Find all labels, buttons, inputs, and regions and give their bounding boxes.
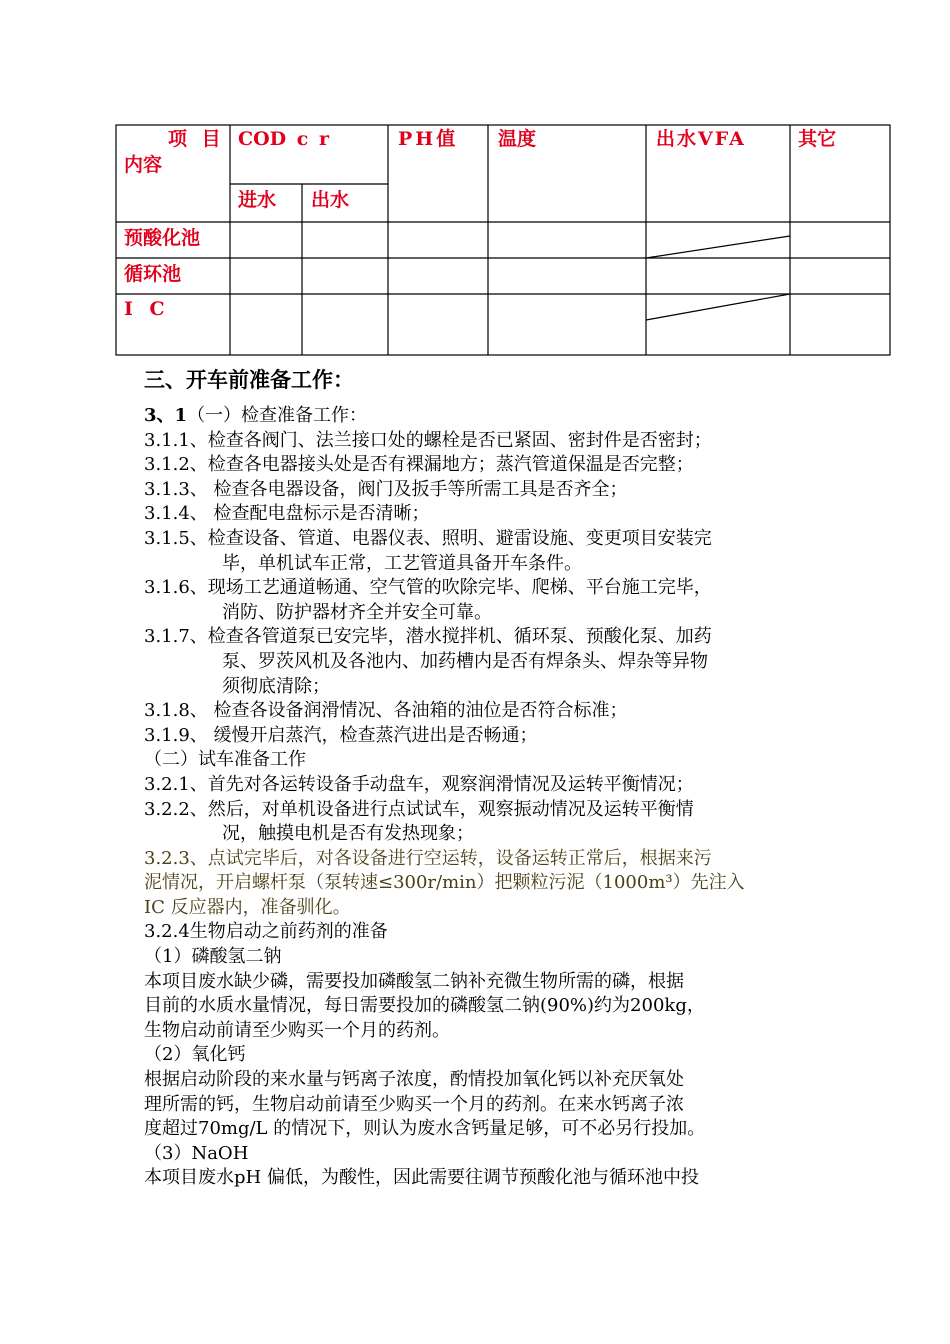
- row-label-2: 循环池: [124, 263, 182, 285]
- item-3-1-4: 3.1.4、 检查配电盘标示是否清晰；: [144, 503, 430, 525]
- header-label-1: 项 目: [168, 128, 225, 150]
- item-3-2-2-cont: 况，触摸电机是否有发热现象；: [222, 823, 474, 845]
- item-3-2-3-cont2: IC 反应器内，准备驯化。: [144, 896, 351, 918]
- vfa-slash-2: [646, 294, 790, 320]
- sub-in: 进水: [238, 189, 277, 211]
- document-body: [144, 364, 824, 1191]
- section-heading: 三、开车前准备工作：: [144, 367, 354, 392]
- reagent-2-text-a: 根据启动阶段的来水量与钙离子浓度，酌情投加氧化钙以补充厌氧处: [144, 1069, 684, 1091]
- reagent-3-text-a: 本项目废水pH 偏低，为酸性，因此需要往调节预酸化池与循环池中投: [144, 1167, 699, 1189]
- reagent-1-title: （1）磷酸氢二钠: [144, 946, 282, 968]
- reagent-1-text-a: 本项目废水缺少磷，需要投加磷酸氢二钠补充微生物所需的磷，根据: [144, 970, 684, 992]
- col-vfa: 出水VFA: [656, 128, 746, 150]
- sub-out: 出水: [311, 189, 350, 211]
- data-table: [0, 0, 950, 360]
- item-3-1-9: 3.1.9、 缓慢开启蒸汽，检查蒸汽进出是否畅通；: [144, 724, 538, 746]
- item-3-1-6-cont: 消防、防护器材齐全并安全可靠。: [222, 601, 492, 623]
- row-label-3: I C: [124, 298, 170, 320]
- item-3-1-5-cont: 毕，单机试车正常，工艺管道具备开车条件。: [222, 552, 582, 574]
- item-3-1-5: 3.1.5、检查设备、管道、电器仪表、照明、避雷设施、变更项目安装完: [144, 527, 712, 549]
- item-3-1-7-cont: 泵、罗茨风机及各池内、加药槽内是否有焊条头、焊杂等异物: [222, 650, 708, 672]
- subsection-1-number: 3、1: [144, 405, 188, 426]
- row-label-1: 预酸化池: [124, 227, 201, 249]
- item-3-1-2: 3.1.2、检查各电器接头处是否有裸漏地方；蒸汽管道保温是否完整；: [144, 454, 694, 476]
- col-ph: PH值: [398, 128, 459, 150]
- item-3-1-3: 3.1.3、 检查各电器设备，阀门及扳手等所需工具是否齐全；: [144, 478, 628, 500]
- item-3-1-1: 3.1.1、检查各阀门、法兰接口处的螺栓是否已紧固、密封件是否密封；: [144, 429, 712, 451]
- reagent-1-text-b: 目前的水质水量情况，每日需要投加的磷酸氢二钠(90%)约为200kg，: [144, 995, 705, 1017]
- subsection-2-title: （二）试车准备工作: [144, 749, 306, 771]
- item-3-1-7-cont2: 须彻底清除；: [222, 675, 330, 697]
- item-3-1-6: 3.1.6、现场工艺通道畅通、空气管的吹除完毕、爬梯、平台施工完毕，: [144, 577, 712, 599]
- col-cod: COD c r: [238, 128, 329, 150]
- header-label-2: 内容: [124, 154, 163, 176]
- item-3-2-3-cont: 泥情况，开启螺杆泵（泵转速≤300r/min）把颗粒污泥（1000m³）先注入: [144, 872, 745, 894]
- reagent-1-text-c: 生物启动前请至少购买一个月的药剂。: [144, 1019, 450, 1041]
- reagent-2-title: （2）氧化钙: [144, 1044, 246, 1066]
- reagent-2-text-c: 度超过70mg/L 的情况下，则认为废水含钙量足够，可不必另行投加。: [144, 1118, 706, 1140]
- item-3-2-2: 3.2.2、然后，对单机设备进行点试试车，观察振动情况及运转平衡情: [144, 798, 694, 820]
- reagent-2-text-b: 理所需的钙，生物启动前请至少购买一个月的药剂。在来水钙离子浓: [144, 1093, 684, 1115]
- item-3-2-3: 3.2.3、点试完毕后，对各设备进行空运转，设备运转正常后，根据来污: [144, 847, 712, 869]
- item-3-1-8: 3.1.8、 检查各设备润滑情况、各油箱的油位是否符合标准；: [144, 700, 628, 722]
- reagent-3-title: （3）NaOH: [144, 1142, 249, 1164]
- col-temp: 温度: [498, 128, 537, 150]
- subsection-1-label: （一）检查准备工作：: [187, 405, 368, 426]
- item-3-2-4: 3.2.4生物启动之前药剂的准备: [144, 921, 388, 943]
- col-other: 其它: [798, 128, 837, 150]
- subsection-1-title: [144, 404, 824, 429]
- vfa-slash-1: [646, 236, 790, 258]
- item-3-2-1: 3.2.1、首先对各运转设备手动盘车，观察润滑情况及运转平衡情况；: [144, 773, 694, 795]
- item-3-1-7: 3.1.7、检查各管道泵已安完毕，潜水搅拌机、循环泵、预酸化泵、加药: [144, 626, 712, 648]
